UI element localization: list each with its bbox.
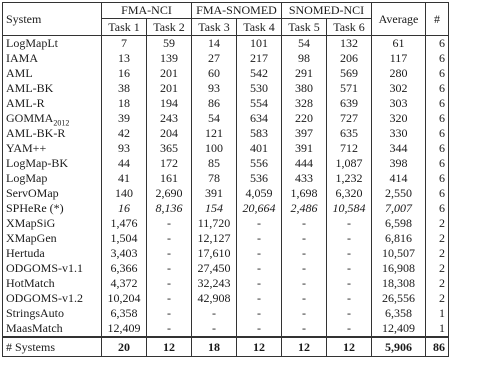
task-value-cell: 39 bbox=[102, 111, 147, 126]
task-value-cell: 391 bbox=[282, 141, 327, 156]
system-name bbox=[3, 111, 102, 126]
task-value-cell: - bbox=[237, 306, 282, 321]
task-value-cell: 201 bbox=[147, 66, 192, 81]
table-row bbox=[3, 126, 449, 141]
average-cell: 7,007 bbox=[372, 201, 426, 216]
system-name bbox=[3, 81, 102, 96]
task-value-cell: 3,403 bbox=[102, 246, 147, 261]
task-value-cell: 11,720 bbox=[192, 216, 237, 231]
total-cell: 12 bbox=[147, 337, 192, 357]
task-value-cell: 93 bbox=[192, 81, 237, 96]
count-cell: 6 bbox=[426, 126, 449, 141]
system-name-text: IAMA bbox=[6, 51, 38, 65]
system-name-text: LogMap bbox=[6, 171, 48, 185]
task-value-cell: - bbox=[237, 231, 282, 246]
table-row bbox=[3, 96, 449, 111]
task-value-cell: - bbox=[237, 321, 282, 337]
task-value-cell: 6,320 bbox=[327, 186, 372, 201]
task-value-cell: 44 bbox=[102, 156, 147, 171]
table-row bbox=[3, 156, 449, 171]
table-body bbox=[3, 36, 449, 338]
table-row bbox=[3, 36, 449, 52]
task-value-cell: 17,610 bbox=[192, 246, 237, 261]
average-cell: 12,409 bbox=[372, 321, 426, 337]
task-value-cell: 1,476 bbox=[102, 216, 147, 231]
system-name bbox=[3, 261, 102, 276]
system-name bbox=[3, 36, 102, 52]
average-cell: 26,556 bbox=[372, 291, 426, 306]
system-name bbox=[3, 96, 102, 111]
system-name bbox=[3, 291, 102, 306]
table-row bbox=[3, 111, 449, 126]
task-value-cell: - bbox=[282, 246, 327, 261]
count-cell: 1 bbox=[426, 306, 449, 321]
total-average: 5,906 bbox=[372, 337, 426, 357]
system-name bbox=[3, 321, 102, 337]
system-name-text: LogMapLt bbox=[6, 36, 58, 50]
task-value-cell: 433 bbox=[282, 171, 327, 186]
task-value-cell: 12,409 bbox=[102, 321, 147, 337]
task-value-cell: 13 bbox=[102, 51, 147, 66]
task-value-cell: - bbox=[147, 246, 192, 261]
table-row bbox=[3, 51, 449, 66]
task-value-cell: 4,372 bbox=[102, 276, 147, 291]
system-name-text: AML bbox=[6, 66, 33, 80]
average-cell: 10,507 bbox=[372, 246, 426, 261]
average-cell: 6,598 bbox=[372, 216, 426, 231]
task-value-cell: - bbox=[282, 261, 327, 276]
task-value-cell: 639 bbox=[327, 96, 372, 111]
header-group-snomed-nci: SNOMED-NCI bbox=[282, 3, 372, 19]
total-cell: 20 bbox=[102, 337, 147, 357]
task-value-cell: - bbox=[147, 291, 192, 306]
task-value-cell: 93 bbox=[102, 141, 147, 156]
system-name-text: Hertuda bbox=[6, 246, 45, 260]
count-cell: 6 bbox=[426, 51, 449, 66]
header-count: # bbox=[426, 3, 449, 36]
task-value-cell: - bbox=[327, 306, 372, 321]
task-value-cell: 556 bbox=[237, 156, 282, 171]
system-name-text: AML-R bbox=[6, 96, 45, 110]
task-value-cell: 20,664 bbox=[237, 201, 282, 216]
task-value-cell: 54 bbox=[192, 111, 237, 126]
average-cell: 344 bbox=[372, 141, 426, 156]
header-group-fma-nci: FMA-NCI bbox=[102, 3, 192, 19]
table-row bbox=[3, 141, 449, 156]
table-row bbox=[3, 261, 449, 276]
task-value-cell: 2,486 bbox=[282, 201, 327, 216]
average-cell: 61 bbox=[372, 36, 426, 52]
task-value-cell: 27 bbox=[192, 51, 237, 66]
system-name-text: ODGOMS-v1.2 bbox=[6, 291, 84, 305]
task-value-cell: 154 bbox=[192, 201, 237, 216]
system-name bbox=[3, 306, 102, 321]
task-value-cell: 6,358 bbox=[102, 306, 147, 321]
system-name bbox=[3, 51, 102, 66]
average-cell: 16,908 bbox=[372, 261, 426, 276]
system-name bbox=[3, 201, 102, 216]
task-value-cell: 201 bbox=[147, 81, 192, 96]
header-system: System bbox=[3, 3, 102, 36]
average-cell: 117 bbox=[372, 51, 426, 66]
table-row bbox=[3, 216, 449, 231]
task-value-cell: 206 bbox=[327, 51, 372, 66]
average-cell: 320 bbox=[372, 111, 426, 126]
task-value-cell: 571 bbox=[327, 81, 372, 96]
task-value-cell: - bbox=[147, 276, 192, 291]
task-value-cell: 14 bbox=[192, 36, 237, 52]
system-name-text: LogMap-BK bbox=[6, 156, 68, 170]
system-name-text: AML-BK bbox=[6, 81, 54, 95]
task-value-cell: - bbox=[282, 231, 327, 246]
header-task: Task 4 bbox=[237, 19, 282, 36]
header-group-fma-snomed: FMA-SNOMED bbox=[192, 3, 282, 19]
task-value-cell: 59 bbox=[147, 36, 192, 52]
header-task: Task 5 bbox=[282, 19, 327, 36]
total-cell: 18 bbox=[192, 337, 237, 357]
count-cell: 6 bbox=[426, 186, 449, 201]
system-name-text: XMapSiG bbox=[6, 216, 56, 230]
task-value-cell: - bbox=[282, 216, 327, 231]
average-cell: 18,308 bbox=[372, 276, 426, 291]
count-cell: 6 bbox=[426, 36, 449, 52]
count-cell: 2 bbox=[426, 291, 449, 306]
task-value-cell: 1,232 bbox=[327, 171, 372, 186]
system-name bbox=[3, 186, 102, 201]
task-value-cell: - bbox=[192, 321, 237, 337]
header-task: Task 3 bbox=[192, 19, 237, 36]
system-name-text: AML-BK-R bbox=[6, 126, 66, 140]
task-value-cell: 86 bbox=[192, 96, 237, 111]
task-value-cell: 100 bbox=[192, 141, 237, 156]
task-value-cell: 1,698 bbox=[282, 186, 327, 201]
header-task: Task 1 bbox=[102, 19, 147, 36]
task-value-cell: 42 bbox=[102, 126, 147, 141]
average-cell: 6,816 bbox=[372, 231, 426, 246]
task-value-cell: 530 bbox=[237, 81, 282, 96]
task-value-cell: 635 bbox=[327, 126, 372, 141]
system-name bbox=[3, 156, 102, 171]
results-table-container bbox=[2, 2, 449, 357]
task-value-cell: - bbox=[327, 276, 372, 291]
task-value-cell: - bbox=[282, 321, 327, 337]
system-name-text: GOMMA bbox=[6, 111, 54, 125]
system-name-text: XMapGen bbox=[6, 231, 57, 245]
task-value-cell: 161 bbox=[147, 171, 192, 186]
task-value-cell: - bbox=[327, 231, 372, 246]
task-value-cell: 54 bbox=[282, 36, 327, 52]
task-value-cell: 139 bbox=[147, 51, 192, 66]
count-cell: 6 bbox=[426, 81, 449, 96]
task-value-cell: 8,136 bbox=[147, 201, 192, 216]
header-task: Task 2 bbox=[147, 19, 192, 36]
task-value-cell: 542 bbox=[237, 66, 282, 81]
total-cell: 12 bbox=[237, 337, 282, 357]
average-cell: 303 bbox=[372, 96, 426, 111]
total-cell: 12 bbox=[282, 337, 327, 357]
task-value-cell: 583 bbox=[237, 126, 282, 141]
count-cell: 6 bbox=[426, 66, 449, 81]
task-value-cell: 42,908 bbox=[192, 291, 237, 306]
count-cell: 2 bbox=[426, 246, 449, 261]
task-value-cell: 397 bbox=[282, 126, 327, 141]
task-value-cell: - bbox=[282, 276, 327, 291]
count-cell: 2 bbox=[426, 261, 449, 276]
system-name bbox=[3, 246, 102, 261]
total-count: 86 bbox=[426, 337, 449, 357]
task-value-cell: 6,366 bbox=[102, 261, 147, 276]
task-value-cell: 243 bbox=[147, 111, 192, 126]
task-value-cell: 27,450 bbox=[192, 261, 237, 276]
count-cell: 2 bbox=[426, 276, 449, 291]
task-value-cell: - bbox=[147, 321, 192, 337]
task-value-cell: - bbox=[327, 291, 372, 306]
count-cell: 6 bbox=[426, 111, 449, 126]
header-average: Average bbox=[372, 3, 426, 36]
count-cell: 6 bbox=[426, 96, 449, 111]
task-value-cell: 217 bbox=[237, 51, 282, 66]
task-value-cell: 536 bbox=[237, 171, 282, 186]
table-row bbox=[3, 81, 449, 96]
task-value-cell: 172 bbox=[147, 156, 192, 171]
system-name bbox=[3, 66, 102, 81]
average-cell: 302 bbox=[372, 81, 426, 96]
task-value-cell: 204 bbox=[147, 126, 192, 141]
system-name-text: ServOMap bbox=[6, 186, 59, 200]
task-value-cell: 391 bbox=[192, 186, 237, 201]
system-name bbox=[3, 231, 102, 246]
task-value-cell: - bbox=[237, 276, 282, 291]
count-cell: 6 bbox=[426, 201, 449, 216]
average-cell: 280 bbox=[372, 66, 426, 81]
average-cell: 2,550 bbox=[372, 186, 426, 201]
task-value-cell: - bbox=[327, 216, 372, 231]
header-row-groups bbox=[3, 3, 449, 19]
task-value-cell: 132 bbox=[327, 36, 372, 52]
system-name bbox=[3, 276, 102, 291]
results-table bbox=[2, 2, 449, 357]
task-value-cell: - bbox=[237, 246, 282, 261]
average-cell: 330 bbox=[372, 126, 426, 141]
count-cell: 6 bbox=[426, 171, 449, 186]
task-value-cell: 401 bbox=[237, 141, 282, 156]
task-value-cell: - bbox=[147, 261, 192, 276]
count-cell: 6 bbox=[426, 156, 449, 171]
task-value-cell: 41 bbox=[102, 171, 147, 186]
task-value-cell: 2,690 bbox=[147, 186, 192, 201]
task-value-cell: - bbox=[282, 291, 327, 306]
table-row bbox=[3, 66, 449, 81]
task-value-cell: 328 bbox=[282, 96, 327, 111]
task-value-cell: 140 bbox=[102, 186, 147, 201]
count-cell: 2 bbox=[426, 231, 449, 246]
total-row bbox=[3, 337, 449, 357]
task-value-cell: - bbox=[282, 306, 327, 321]
system-name-text: HotMatch bbox=[6, 276, 55, 290]
task-value-cell: - bbox=[192, 306, 237, 321]
task-value-cell: 12,127 bbox=[192, 231, 237, 246]
task-value-cell: 38 bbox=[102, 81, 147, 96]
system-name bbox=[3, 171, 102, 186]
task-value-cell: - bbox=[147, 216, 192, 231]
task-value-cell: - bbox=[237, 291, 282, 306]
task-value-cell: 10,584 bbox=[327, 201, 372, 216]
task-value-cell: 78 bbox=[192, 171, 237, 186]
system-name-text: YAM++ bbox=[6, 141, 47, 155]
task-value-cell: 16 bbox=[102, 201, 147, 216]
task-value-cell: 101 bbox=[237, 36, 282, 52]
task-value-cell: 1,504 bbox=[102, 231, 147, 246]
task-value-cell: 7 bbox=[102, 36, 147, 52]
task-value-cell: 194 bbox=[147, 96, 192, 111]
task-value-cell: - bbox=[327, 246, 372, 261]
total-cell: 12 bbox=[327, 337, 372, 357]
task-value-cell: 291 bbox=[282, 66, 327, 81]
system-name-text: StringsAuto bbox=[6, 306, 65, 320]
system-name-text: SPHeRe (*) bbox=[6, 201, 64, 215]
task-value-cell: 1,087 bbox=[327, 156, 372, 171]
system-name bbox=[3, 126, 102, 141]
task-value-cell: 18 bbox=[102, 96, 147, 111]
task-value-cell: 98 bbox=[282, 51, 327, 66]
table-row bbox=[3, 186, 449, 201]
table-row bbox=[3, 321, 449, 337]
task-value-cell: - bbox=[237, 261, 282, 276]
system-name-text: MaasMatch bbox=[6, 321, 63, 335]
task-value-cell: 220 bbox=[282, 111, 327, 126]
task-value-cell: - bbox=[147, 306, 192, 321]
task-value-cell: 16 bbox=[102, 66, 147, 81]
system-name bbox=[3, 216, 102, 231]
count-cell: 6 bbox=[426, 141, 449, 156]
task-value-cell: 85 bbox=[192, 156, 237, 171]
task-value-cell: - bbox=[327, 321, 372, 337]
system-name-text: ODGOMS-v1.1 bbox=[6, 261, 84, 275]
table-row bbox=[3, 201, 449, 216]
task-value-cell: 10,204 bbox=[102, 291, 147, 306]
task-value-cell: 4,059 bbox=[237, 186, 282, 201]
average-cell: 398 bbox=[372, 156, 426, 171]
task-value-cell: - bbox=[147, 231, 192, 246]
header-task: Task 6 bbox=[327, 19, 372, 36]
table-row bbox=[3, 246, 449, 261]
table-row bbox=[3, 306, 449, 321]
task-value-cell: 365 bbox=[147, 141, 192, 156]
task-value-cell: 32,243 bbox=[192, 276, 237, 291]
average-cell: 6,358 bbox=[372, 306, 426, 321]
task-value-cell: 727 bbox=[327, 111, 372, 126]
task-value-cell: 554 bbox=[237, 96, 282, 111]
count-cell: 2 bbox=[426, 216, 449, 231]
table-row bbox=[3, 171, 449, 186]
task-value-cell: 121 bbox=[192, 126, 237, 141]
task-value-cell: 569 bbox=[327, 66, 372, 81]
task-value-cell: - bbox=[327, 261, 372, 276]
table-row bbox=[3, 231, 449, 246]
task-value-cell: 380 bbox=[282, 81, 327, 96]
table-row bbox=[3, 291, 449, 306]
task-value-cell: 634 bbox=[237, 111, 282, 126]
system-name-subscript: 2012 bbox=[53, 118, 70, 128]
task-value-cell: 60 bbox=[192, 66, 237, 81]
table-row bbox=[3, 276, 449, 291]
total-label: # Systems bbox=[3, 337, 102, 357]
task-value-cell: 444 bbox=[282, 156, 327, 171]
count-cell: 1 bbox=[426, 321, 449, 337]
task-value-cell: - bbox=[237, 216, 282, 231]
task-value-cell: 712 bbox=[327, 141, 372, 156]
system-name bbox=[3, 141, 102, 156]
average-cell: 414 bbox=[372, 171, 426, 186]
